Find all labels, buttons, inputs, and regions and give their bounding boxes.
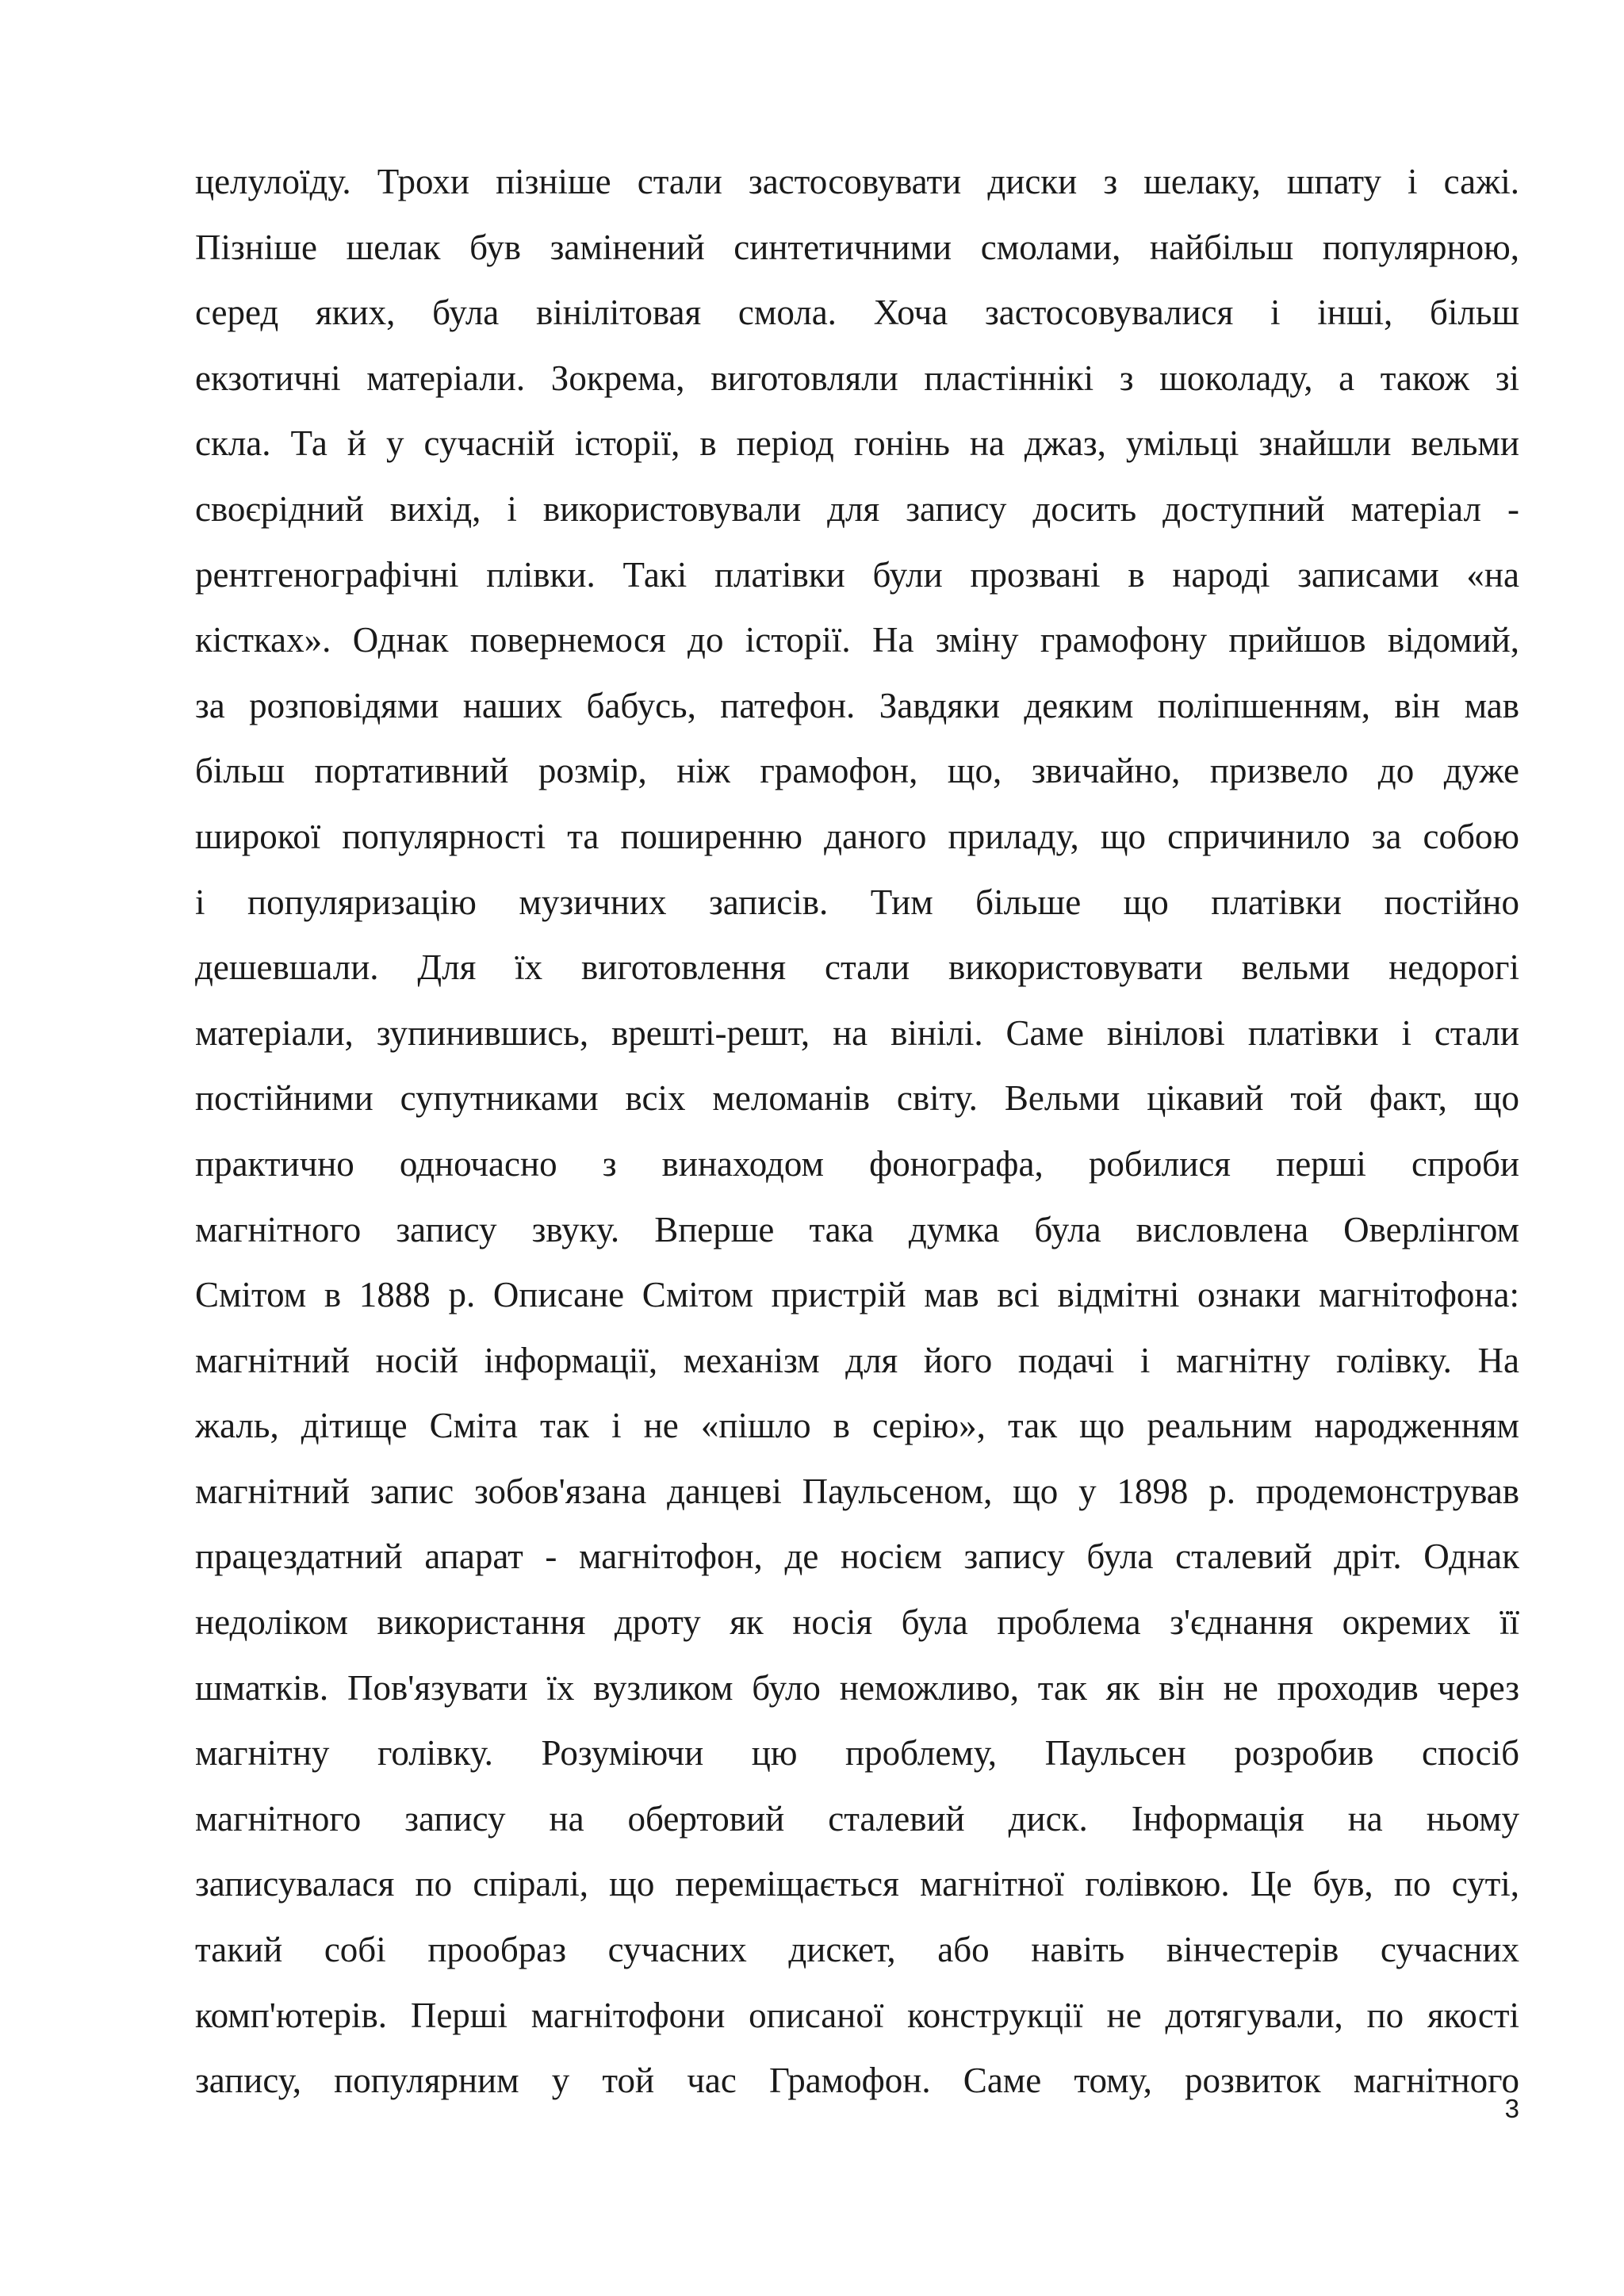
text-line: магнітного запису звуку. Вперше така думка була висловлена Оверлінгом [195, 1209, 1519, 1249]
text-line: дешевшали. Для їх виготовлення стали використовувати вельми недорогі [195, 947, 1519, 988]
text-line: кістках». Однак повернемося до історії. На зміну грамофону прийшов відомий, [195, 620, 1519, 660]
text-line: такий собі прообраз сучасних дискет, або навіть вінчестерів сучасних [195, 1930, 1519, 1970]
text-line: Пізніше шелак був замінений синтетичними смолами, найбільш популярною, [195, 227, 1519, 267]
text-line: за розповідями наших бабусь, патефон. Завдяки деяким поліпшенням, він мав [195, 685, 1519, 725]
text-line: жаль, дітище Сміта так і не «пішло в серію», так що реальним народженням [195, 1406, 1519, 1446]
text-line: і популяризацію музичних записів. Тим більше що платівки постійно [195, 882, 1519, 922]
page-number: 3 [1504, 2094, 1519, 2123]
text-line: магнітний запис зобов'язана данцеві Паульсеном, що у 1898 р. продемонстрував [195, 1471, 1519, 1511]
text-line: практично одночасно з винаходом фонографа, робилися перші спроби [195, 1143, 1519, 1184]
body-text [195, 149, 1519, 2114]
text-line: магнітного запису на обертовий сталевий диск. Інформація на ньому [195, 1798, 1519, 1839]
text-line: постійними супутниками всіх меломанів світу. Вельми цікавий той факт, що [195, 1078, 1519, 1119]
text-line: запису, популярним у той час Грамофон. Саме тому, розвиток магнітного [195, 2061, 1519, 2101]
text-line: скла. Та й у сучасній історії, в період гонінь на джаз, умільці знайшли вельми [195, 423, 1519, 464]
text-line: більш портативний розмір, ніж грамофон, що, звичайно, призвело до дуже [195, 751, 1519, 791]
text-line: серед яких, була вінілітовая смола. Хоча застосовувалися і інші, більш [195, 293, 1519, 333]
text-line: записувалася по спіралі, що переміщається магнітної голівкою. Це був, по суті, [195, 1864, 1519, 1904]
text-line: рентгенографічні плівки. Такі платівки були прозвані в народі записами «на [195, 554, 1519, 595]
text-line: матеріали, зупинившись, врешті-решт, на вінілі. Саме вінілові платівки і стали [195, 1012, 1519, 1053]
text-line: целулоїду. Трохи пізніше стали застосовувати диски з шелаку, шпату і сажі. [195, 162, 1519, 201]
text-line: своєрідний вихід, і використовували для запису досить доступний матеріал - [195, 488, 1519, 529]
text-line: магнітний носій інформації, механізм для його подачі і магнітну голівку. На [195, 1340, 1519, 1380]
text-line: недоліком використання дроту як носія була проблема з'єднання окремих її [195, 1602, 1519, 1643]
text-line: працездатний апарат - магнітофон, де носієм запису була сталевий дріт. Однак [195, 1536, 1519, 1577]
text-line: шматків. Пов'язувати їх вузликом було неможливо, так як він не проходив через [195, 1667, 1519, 1708]
text-line: Смітом в 1888 р. Описане Смітом пристрій мав всі відмітні ознаки магнітофона: [195, 1275, 1519, 1315]
text-line: широкої популярності та поширенню даного приладу, що спричинило за собою [195, 816, 1519, 856]
text-line: комп'ютерів. Перші магнітофони описаної конструкції не дотягували, по якості [195, 1995, 1519, 2035]
text-line: магнітну голівку. Розуміючи цю проблему, Паульсен розробив спосіб [195, 1733, 1519, 1774]
text-line: екзотичні матеріали. Зокрема, виготовляли пластіннікі з шоколаду, а також зі [195, 358, 1519, 398]
